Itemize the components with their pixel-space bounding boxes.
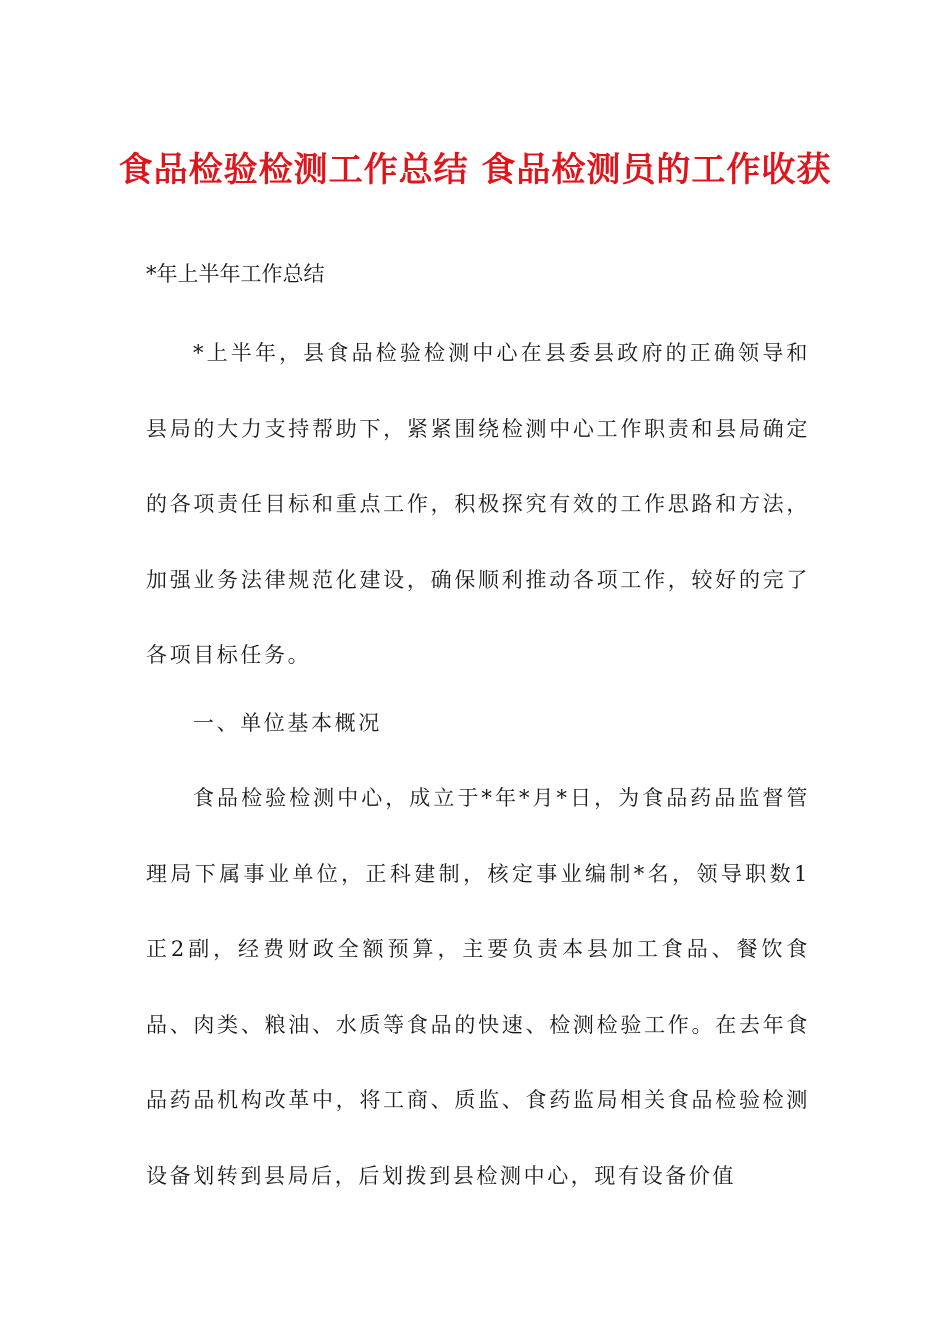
document-subtitle: *年上半年工作总结 (146, 262, 325, 286)
body-paragraph-intro: *上半年，县食品检验检测中心在县委县政府的正确领导和县局的大力支持帮助下，紧紧围绕检测中心工作职责和县局确定的各项责任目标和重点工作，积极探究有效的工作思路和方法，加强业务法律规范化建设，确保顺利推动各项工作，较好的完了各项目标任务。 (146, 341, 810, 667)
document-title: 食品检验检测工作总结 食品检测员的工作收获 (118, 150, 832, 190)
body-paragraph-unit-overview: 食品检验检测中心，成立于*年*月*日，为食品药品监督管理局下属事业单位，正科建制，核定事业编制*名，领导职数1正2副，经费财政全额预算，主要负责本县加工食品、餐饮食品、肉类、粮油、水质等食品的快速、检测检验工作。在去年食品药品机构改革中，将工商、质监、食药监局相关食品检验检测设备划转到县局后，后划拨到县检测中心，现有设备价值 (146, 786, 810, 1188)
section-heading-unit-overview: 一、单位基本概况 (193, 711, 382, 735)
